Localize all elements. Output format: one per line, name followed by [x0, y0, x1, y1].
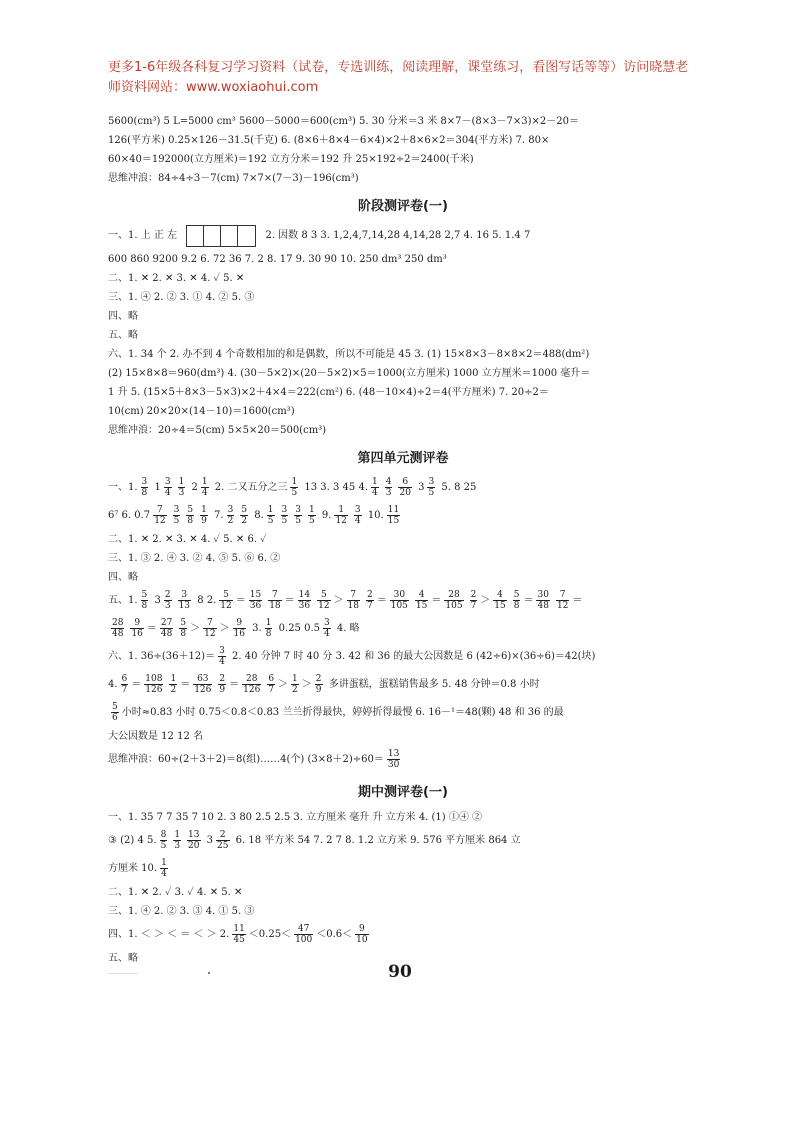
fraction-denominator: 15	[387, 516, 400, 526]
unit-four-line: 二、1. ✕ 2. ✕ 3. ✕ 4. ✓ 5. ✕ 6. ✓	[108, 534, 267, 545]
fraction-denominator: 7	[367, 601, 373, 611]
fraction	[317, 590, 330, 611]
fraction-denominator: 7	[121, 685, 128, 695]
answer-text: ＝	[376, 595, 387, 606]
fraction-numerator: 108	[145, 674, 163, 684]
fraction	[294, 505, 302, 526]
unit-four-row	[108, 587, 698, 615]
page-number: 90	[388, 962, 412, 982]
fraction-numerator: 28	[242, 674, 261, 685]
fraction-numerator: 4	[385, 477, 392, 487]
answer-text: ＝	[235, 595, 246, 606]
fraction-numerator: 5	[141, 590, 148, 600]
fraction-numerator: 9	[233, 618, 246, 629]
fraction-denominator: 3	[385, 488, 392, 498]
fraction	[281, 505, 289, 526]
fraction-numerator: 28	[444, 590, 463, 601]
fraction-numerator: 1	[292, 674, 298, 684]
fraction	[493, 590, 506, 611]
unit-four-row	[108, 699, 698, 727]
answer-text: 3	[203, 835, 214, 846]
fraction-numerator: 1	[174, 830, 181, 840]
fraction	[218, 674, 226, 695]
midterm-row	[108, 855, 698, 883]
intro-line-4: 思维冲浪：84÷4÷3－7(cm) 7×7×(7－3)－196(cm³)	[108, 173, 359, 184]
promo-banner	[108, 58, 698, 98]
midterm-row	[108, 921, 698, 949]
view-grid-figure	[186, 225, 256, 247]
fraction	[267, 674, 275, 695]
fraction-denominator: 12	[318, 601, 330, 611]
fraction-numerator: 5	[513, 590, 520, 600]
fraction-numerator: 3	[295, 505, 301, 515]
intro-block	[108, 112, 698, 188]
fraction	[249, 590, 262, 611]
fraction	[219, 590, 232, 611]
fraction-denominator: 5	[281, 516, 288, 526]
answer-text: 9.	[318, 510, 332, 521]
fraction-numerator: 7	[203, 618, 216, 629]
fraction-numerator: 3	[428, 477, 435, 487]
fraction	[385, 477, 393, 498]
fraction	[160, 830, 168, 851]
fraction-numerator: 63	[193, 674, 212, 685]
fraction	[267, 505, 275, 526]
fraction-denominator: 7	[470, 601, 477, 611]
fraction	[513, 590, 521, 611]
answer-text: 四、1. ＜ ＞ ＜ ＝ ＜ ＞ 2.	[108, 929, 230, 940]
fraction-numerator: 2	[470, 590, 477, 600]
answer-text: 五、1.	[108, 595, 138, 606]
stage-test-line-1: 一、1. 上 正 左 2. 因数 8 3 3. 1,2,4,7,14,28 4,14,28 2,7 4. 16 5. 1.4 7	[108, 222, 698, 250]
fraction-numerator: 4	[493, 590, 506, 601]
fraction-denominator: 4	[161, 869, 167, 879]
answer-text: 3.	[249, 623, 262, 634]
fraction-denominator: 18	[269, 601, 281, 611]
fraction-numerator: 13	[387, 749, 400, 759]
fraction-denominator: 8	[180, 629, 187, 639]
fraction-numerator: 3	[354, 505, 361, 515]
fraction	[323, 618, 331, 639]
fraction-denominator: 2	[241, 516, 248, 526]
fraction-denominator: 5	[291, 488, 298, 498]
fraction-denominator: 12	[204, 629, 216, 639]
fraction-denominator: 9	[201, 516, 207, 526]
unit-four-row	[108, 502, 698, 530]
unit-four-row	[108, 615, 698, 643]
fraction-numerator: 1	[201, 505, 207, 515]
answer-text: 一、1. 35 7 7 35 7 10 2. 3 80 2.5 2.5 3. 立方厘米 毫升 升 立方米 4. (1) ①④ ②	[108, 812, 483, 823]
fraction-numerator: 3	[178, 590, 191, 601]
fraction-numerator: 3	[141, 477, 148, 487]
fraction-numerator: 47	[294, 924, 313, 935]
fraction-numerator: 1	[178, 477, 185, 487]
fraction	[268, 590, 281, 611]
section-title-stage-test: 阶段测评卷(一)	[358, 199, 448, 214]
answer-text: ＝	[131, 679, 142, 690]
fraction-numerator: 2	[219, 674, 226, 684]
fraction	[164, 477, 172, 498]
fraction	[298, 590, 311, 611]
fraction-denominator: 5	[295, 516, 301, 526]
fraction	[242, 674, 261, 695]
fraction-numerator: 1	[372, 477, 378, 487]
fraction-denominator: 2	[170, 685, 177, 695]
fraction-denominator: 3	[178, 488, 185, 498]
fraction-denominator: 9	[219, 685, 226, 695]
answer-text: ③ (2) 4 5.	[108, 835, 157, 846]
fraction-denominator: 13	[178, 601, 191, 611]
fraction	[121, 674, 129, 695]
fraction	[290, 477, 298, 498]
fraction-numerator: 1	[291, 477, 298, 487]
intro-line-3: 60×40＝192000(立方厘米)＝192 立方分米＝192 升 25×192÷2＝2400(千米)	[108, 154, 474, 165]
answer-text: 3	[151, 595, 161, 606]
midterm-line: 二、1. ✕ 2. ✓ 3. ✓ 4. ✕ 5. ✕	[108, 887, 243, 898]
fraction-denominator: 3	[174, 841, 181, 851]
fraction	[371, 477, 379, 498]
answer-text: ＝	[431, 595, 442, 606]
fraction-denominator: 3	[164, 601, 171, 611]
fraction-numerator: 11	[387, 505, 400, 515]
fraction	[227, 505, 235, 526]
fraction	[398, 477, 411, 498]
fraction	[387, 749, 400, 770]
fraction-denominator: 48	[160, 629, 173, 639]
fraction-denominator: 6	[112, 713, 118, 723]
fraction	[111, 618, 124, 639]
fraction-denominator: 48	[112, 629, 124, 639]
answer-text: 7.	[210, 510, 224, 521]
fraction	[173, 830, 181, 851]
fraction	[218, 646, 226, 667]
fraction-numerator: 15	[249, 590, 262, 600]
answer-text: ＝	[284, 595, 295, 606]
fraction-numerator: 30	[390, 590, 409, 601]
fraction	[187, 830, 200, 851]
fraction-numerator: 13	[188, 830, 200, 840]
fraction-denominator: 4	[219, 657, 225, 667]
fraction	[169, 674, 177, 695]
answer-text: 方厘米 10.	[108, 863, 158, 874]
fraction-numerator: 5	[187, 505, 194, 515]
fraction	[387, 505, 400, 526]
answer-text: ＝	[229, 679, 240, 690]
fraction-numerator: 3	[219, 646, 225, 656]
fraction-numerator: 5	[112, 702, 118, 712]
answer-text: ＝	[572, 595, 583, 606]
fraction-denominator: 126	[243, 685, 261, 695]
fraction-denominator: 100	[295, 935, 313, 945]
fraction-numerator: 1	[308, 505, 315, 515]
fraction-denominator: 12	[335, 516, 347, 526]
fraction	[203, 618, 216, 639]
website-link[interactable]: www.woxiaohui.com	[186, 80, 319, 95]
fraction-numerator: 4	[415, 590, 428, 601]
unit-four-line: 大公因数是 12 12 名	[108, 731, 203, 742]
fraction-numerator: 1	[334, 505, 347, 516]
fraction-denominator: 7	[268, 685, 275, 695]
fraction-denominator: 4	[372, 488, 378, 498]
answer-text: ＜0.6＜	[316, 929, 353, 940]
stage-test-line: 600 860 9200 9.2 6. 72 36 7. 2 8. 17 9. 30 90 10. 250 dm³ 250 dm³	[108, 254, 447, 265]
stage-test-line: 二、1. ✕ 2. ✕ 3. ✕ 4. ✓ 5. ✕	[108, 273, 245, 284]
fraction-denominator: 12	[220, 601, 232, 611]
fraction	[536, 590, 549, 611]
answer-text: ＝	[146, 623, 157, 634]
unit-four-row	[108, 643, 698, 671]
fraction-numerator: 3	[324, 618, 330, 628]
fraction	[111, 702, 119, 723]
fraction-denominator: 2	[227, 516, 234, 526]
fraction-denominator: 8	[513, 601, 520, 611]
fraction	[366, 590, 374, 611]
fraction	[355, 924, 368, 945]
fraction-numerator: 7	[153, 505, 166, 516]
fraction	[160, 858, 168, 879]
answer-text: 10.	[364, 510, 384, 521]
answer-text: 2	[188, 482, 198, 493]
fraction-denominator: 4	[164, 488, 171, 498]
fraction-numerator: 1	[267, 505, 274, 515]
fraction-numerator: 7	[347, 590, 360, 601]
fraction-numerator: 6	[398, 477, 411, 488]
fraction-numerator: 3	[173, 505, 180, 515]
fraction	[291, 674, 299, 695]
answer-text: ＞	[219, 623, 230, 634]
fraction-denominator: 30	[387, 760, 400, 770]
fraction-denominator: 15	[494, 601, 506, 611]
stage-test-line: 五、略	[108, 330, 138, 341]
fraction-denominator: 2	[292, 685, 298, 695]
answer-text: 6⁷ 6. 0.7	[108, 510, 151, 521]
stage-test-line: 六、1. 34 个 2. 办不到 4 个奇数相加的和是偶数，所以不可能是 45 3. (1) 15×8×3－8×8×2＝488(dm²)	[108, 349, 590, 360]
fraction-denominator: 5	[160, 841, 167, 851]
fraction	[141, 477, 149, 498]
answer-text: 思维冲浪：60÷(2＋3＋2)＝8(组)……4(个) (3×8＋2)÷60＝	[108, 754, 384, 765]
answer-text: 8 2.	[194, 595, 217, 606]
answer-text: 3	[414, 482, 425, 493]
fraction-denominator: 5	[308, 516, 315, 526]
fraction	[334, 505, 347, 526]
fraction-numerator: 3	[164, 477, 171, 487]
fraction-denominator: 8	[141, 488, 148, 498]
stage-test-line: 思维冲浪：20÷4＝5(cm) 5×5×20＝500(cm³)	[108, 425, 327, 436]
answer-text: 多讲蛋糕，蛋糕销售最多 5. 48 分钟＝0.8 小时	[325, 679, 540, 690]
fraction	[347, 590, 360, 611]
unit-four-row	[108, 671, 698, 699]
fraction	[160, 618, 173, 639]
answer-text: ＞	[333, 595, 344, 606]
fraction-numerator: 5	[317, 590, 330, 601]
fraction-denominator: 25	[217, 841, 229, 851]
fraction-numerator: 9	[355, 924, 368, 935]
fraction-numerator: 27	[160, 618, 173, 628]
intro-line-2: 126(平方米) 0.25×126－31.5(千克) 6. (8×6＋8×4－6×4)×2＋8×6×2＝304(平方米) 7. 80×	[108, 135, 550, 146]
midterm-row	[108, 808, 698, 827]
fraction	[415, 590, 428, 611]
stage-test-line: 四、略	[108, 311, 138, 322]
fraction-numerator: 5	[180, 618, 187, 628]
fraction-numerator: 1	[265, 618, 272, 628]
fraction-numerator: 3	[281, 505, 288, 515]
stage-test-line: 三、1. ④ 2. ② 3. ① 4. ② 5. ③	[108, 292, 255, 303]
fraction-denominator: 126	[145, 685, 163, 695]
intro-line-1: 5600(cm³) 5 L=5000 cm³ 5600－5000＝600(cm³) 5. 30 分米＝3 米 8×7－(8×3－7×3)×2－20＝	[108, 116, 579, 127]
fraction-denominator: 12	[154, 516, 166, 526]
fraction-numerator: 2	[164, 590, 171, 600]
fraction-numerator: 1	[170, 674, 177, 684]
answer-content	[108, 112, 698, 968]
fraction	[390, 590, 409, 611]
midterm-line: 三、1. ④ 2. ② 3. ③ 4. ① 5. ③	[108, 906, 255, 917]
fraction-numerator: 11	[233, 924, 245, 934]
fraction-numerator: 7	[556, 590, 569, 601]
fraction-numerator: 30	[537, 590, 549, 600]
answer-text: 0.25 0.5	[275, 623, 320, 634]
section-title-midterm: 期中测评卷(一)	[358, 785, 448, 800]
banner-text: 更多1-6年级各科复习学习资料（试卷，专选训练，阅读理解，课堂练习，看图写话等等）访问晓慧老师资料网站：	[108, 60, 689, 95]
fraction	[354, 505, 362, 526]
fraction-denominator: 45	[233, 935, 245, 945]
stage-test-line: 10(cm) 20×20×(14－10)＝1600(cm³)	[108, 406, 295, 417]
answer-text: 6. 18 平方米 54 7. 2 7 8. 1.2 立方米 9. 576 平方厘米 864 立	[232, 835, 521, 846]
fraction-numerator: 28	[112, 618, 124, 628]
fraction-denominator: 8	[187, 516, 194, 526]
fraction-denominator: 20	[399, 488, 411, 498]
fraction-numerator: 2	[367, 590, 373, 600]
fraction-numerator: 2	[216, 830, 229, 841]
fraction-denominator: 15	[415, 601, 428, 611]
fraction-denominator: 8	[141, 601, 148, 611]
fraction-numerator: 7	[268, 590, 281, 601]
answer-text: 六、1. 36÷(36＋12)＝	[108, 651, 216, 662]
fraction	[193, 674, 212, 695]
fraction	[427, 477, 435, 498]
fraction-denominator: 4	[324, 629, 330, 639]
fraction-denominator: 20	[188, 841, 200, 851]
fraction-numerator: 8	[160, 830, 167, 840]
fraction-denominator: 9	[315, 685, 322, 695]
fraction-denominator: 126	[194, 685, 212, 695]
fraction-denominator: 4	[201, 488, 208, 498]
fraction-denominator: 4	[354, 516, 361, 526]
fraction	[164, 590, 172, 611]
fraction	[153, 505, 166, 526]
unit-four-line: 三、1. ③ 2. ④ 3. ② 4. ⑤ 5. ⑥ 6. ②	[108, 553, 281, 564]
fraction-denominator: 5	[267, 516, 274, 526]
fraction-denominator: 48	[537, 601, 549, 611]
fraction	[232, 924, 245, 945]
fraction	[179, 618, 187, 639]
fraction	[308, 505, 316, 526]
fraction	[144, 674, 163, 695]
answer-text: 5. 8 25	[438, 482, 477, 493]
fraction	[186, 505, 194, 526]
stage-test-line: (2) 15×8×8＝960(dm³) 4. (30－5×2)×(20－5×2)×5＝1000(立方厘米) 1000 立方厘米＝1000 毫升＝	[108, 368, 591, 379]
answer-text: ＞	[480, 595, 491, 606]
fraction-denominator: 105	[390, 601, 408, 611]
fraction-numerator: 9	[130, 618, 143, 629]
fraction	[216, 830, 229, 851]
fraction	[233, 618, 246, 639]
fraction	[240, 505, 248, 526]
fraction-denominator: 10	[356, 935, 368, 945]
fraction-numerator: 1	[161, 858, 167, 868]
fraction	[201, 477, 209, 498]
answer-text: 2. 40 分钟 7 时 40 分 3. 42 和 36 的最大公因数是 6 (42÷6)×(36÷6)＝42(块)	[228, 651, 596, 662]
fraction	[178, 477, 186, 498]
answer-text: 小时≈0.83 小时 0.75＜0.8＜0.83 兰兰折得最快，婷婷折得最慢 6. 16－¹＝48(颗) 48 和 36 的最	[121, 707, 564, 718]
answer-text: 4. 略	[333, 623, 360, 634]
fraction	[470, 590, 478, 611]
answer-text: ＝	[523, 595, 534, 606]
fraction-denominator: 8	[265, 629, 272, 639]
answer-text: ＝	[180, 679, 191, 690]
answer-text: 4.	[108, 679, 118, 690]
fraction-denominator: 18	[347, 601, 359, 611]
fraction-numerator: 2	[315, 674, 322, 684]
stage-test-line: 1 升 5. (15×5＋8×3－5×3)×2＋4×4＝222(cm²) 6. (48－10×4)÷2＝4(平方厘米) 7. 20÷2＝	[108, 387, 549, 398]
fraction	[130, 618, 143, 639]
fraction-denominator: 5	[173, 516, 180, 526]
answer-text: 13 3. 3 45 4.	[301, 482, 369, 493]
answer-text: 一、1.	[108, 482, 138, 493]
fraction	[294, 924, 313, 945]
fraction	[173, 505, 181, 526]
answer-text: ＜0.25＜	[248, 929, 292, 940]
fraction-denominator: 16	[233, 629, 245, 639]
fraction	[265, 618, 273, 639]
fraction-denominator: 5	[428, 488, 435, 498]
fraction-denominator: 105	[445, 601, 463, 611]
fraction	[556, 590, 569, 611]
fraction-numerator: 1	[201, 477, 208, 487]
fraction-denominator: 36	[298, 601, 311, 611]
fraction-numerator: 6	[268, 674, 275, 684]
fraction	[200, 505, 208, 526]
unit-four-line: 四、略	[108, 572, 138, 583]
section-title-unit-four: 第四单元测评卷	[357, 451, 449, 466]
fraction-numerator: 3	[227, 505, 234, 515]
fraction	[178, 590, 191, 611]
answer-text: ＞	[301, 679, 312, 690]
unit-four-row	[108, 474, 698, 502]
fraction-denominator: 36	[249, 601, 262, 611]
fraction-numerator: 14	[298, 590, 311, 600]
answer-text: 1	[151, 482, 161, 493]
answer-text: ＞	[190, 623, 201, 634]
midterm-row	[108, 827, 698, 855]
fraction-numerator: 6	[121, 674, 128, 684]
answer-text: 2. 二又五分之三	[211, 482, 288, 493]
fraction-denominator: 16	[131, 629, 143, 639]
answer-text: ＞	[278, 679, 289, 690]
fraction	[444, 590, 463, 611]
midterm-line: 五、略	[108, 953, 138, 964]
fraction-numerator: 5	[219, 590, 232, 601]
unit-four-row	[108, 746, 698, 774]
fraction-denominator: 12	[556, 601, 569, 611]
fraction	[141, 590, 149, 611]
fraction	[315, 674, 323, 695]
answer-text: 8.	[251, 510, 264, 521]
fraction-numerator: 5	[241, 505, 248, 515]
